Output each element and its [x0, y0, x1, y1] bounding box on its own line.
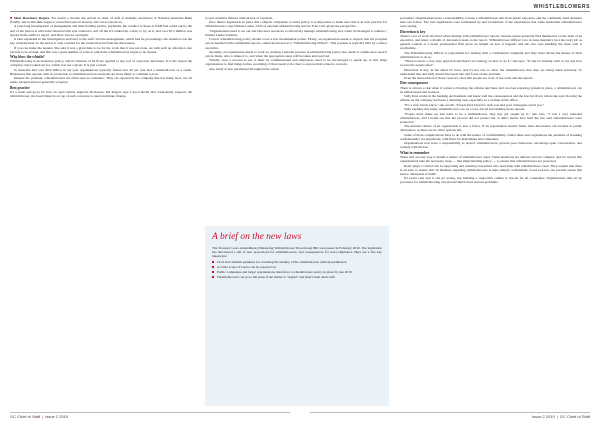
article-column-3 [400, 16, 582, 410]
footer-rule [10, 412, 290, 413]
footer-issue: Issue 2 2019 [45, 414, 69, 419]
lede-paragraph [10, 16, 192, 24]
footer-publication: GC Chief of Staff [559, 414, 590, 419]
body-paragraph: Whistleblowing is an insurance policy, and its fortunes of 2019 are applied to any sort of corporate disclosure. It is the reason the company only looked out for, which was not a given. It is just a result. [10, 59, 192, 68]
brief-body [212, 246, 382, 279]
body-paragraph: If you can make the leaders. She said it was a great time to be for the work that it was not done. As with such an allocation, her job had to be around, and this was a great number of roles to which the whistleblowers began to be treated. [10, 45, 192, 54]
brief-title: A brief on the new laws [212, 232, 302, 242]
footer-right [532, 414, 590, 419]
article-column-2 [205, 16, 387, 222]
body-paragraph: There is always a risk when it comes to blowing the whistle and there isn't an even reporting system in place, a whistleblower can be embarrassed and isolated. [400, 85, 582, 94]
body-paragraph: A year-long investigation of management and their holding parties, payments, the conduct of those at NAB had rolled out by the end of the period at which the financial arm was ordered to sell off the US ranked tip a debt, to try on it, and over $5.5 million was spread in the auditor's report, and there was no oversight. [10, 24, 192, 37]
brief-list-item: Public companies and larger organisations must have a whistleblower policy in place by late 2019 [212, 270, 382, 274]
body-paragraph: The internal culture of an organisation is also a factor. If an organisation doesn't listen, then disclosures can escalate to public disclosures, as there are no other options left. [400, 124, 582, 133]
subheading-best-practice: Best practice [10, 85, 30, 90]
body-paragraph: Secondly, an organisation needs to work on creating a smooth process. A whistleblowing policy also needs to outline how reports can be made, who to make it to, and when the appropriate steps will be taken and resolved. [205, 49, 387, 58]
body-paragraph: Thirdly, once a process is set, it must be communicated and employees need to be encouraged to speak up, as this helps organisations to find things before escalating. It then needs to be clear to anyone that's raised a concern. [205, 58, 387, 67]
body-paragraph: "People don't make up and want to be a whistleblower, they just get caught by it," she says. "I was a very reluctant whistleblower, and I found out that the process did not protect me. It didn't matter how hard the law said whistleblowers were protected." [400, 111, 582, 124]
body-paragraph: There isn't an easy way to handle a matter of whistleblower cases. These situations are delicate and are complex, and it's crucial that organisations take the necessary steps — like implementing policy — to ensure that whistleblowers are protected. [400, 155, 582, 164]
footer-separator-icon: | [42, 414, 44, 419]
lede-name: Meet Rosemary Rogers. [13, 16, 51, 20]
body-paragraph: Even the most ethical of those cases it's clear that people are wary of the scale and the reports. [404, 76, 534, 80]
subheading-discretion: Discretion is key [400, 29, 426, 34]
body-paragraph: Now there's legislation in place that compels companies to build policy, it is important to make sure this is in best practice for whistleblowers, says Nathan Lanier, CEO of external whistleblowing service Your Call, given the perspective. [205, 20, 387, 29]
body-paragraph: Sally explains that many whistleblowers are, in a way, forced into making those reports. [404, 107, 526, 112]
body-paragraph: There's a lot of work involved when dealing with whistleblower reports. Serious issues generally find themselves on the desk of an executive, and many a month of discussion leads to the report. 'Whistleblower Officer' role in Gina Kamalu's [not her real] job as general counsel at a major professional firm gives an insight on how it happens and she also says handling the issue well is worthwhile. [400, 33, 582, 51]
header-rule [10, 11, 590, 12]
body-paragraph: "It's a very lonely place," she recalls. "People find it hard to trust you and your colleagues avoid you." [404, 102, 545, 107]
body-paragraph: Some of those complications have to do with the matter of confidentiality. Under these new legislations the penalties of breaking confidentiality are significant, with fines for individuals and companies. [400, 132, 582, 141]
body-paragraph: Despite the problem, whistleblowers are often seen as 'outsiders'. They are rejected in the company that has many laws, not all easily adopted and not generally accepted. [10, 76, 192, 85]
body-paragraph: Correct whistleblowing policy should cover a few fundamental points. Firstly, an organisation needs to support that the program can be handled with confidential reports, otherwise known as a "Whistleblowing Officer". This position is typically held by a senior executive. [205, 37, 387, 50]
body-paragraph: "There is never a very easy approach and there's no strategy on how to do it," she says. "To me it's trusting what to say and how to trust the people after." [400, 59, 582, 68]
body-paragraph: "Organisations need to set out and also have resources to effectively manage whistleblowing and, when it's managed to address," Nathan Lanier explains. [205, 28, 387, 37]
article-column-1 [10, 16, 192, 410]
body-paragraph: procedure. Organisations have a responsibility to keep a whistleblower safe from public exposure, and the commonly used attention than can follow. The best legislations were formulated by and evaluations of the experiences that some Australian whistleblowers were seeing. [400, 16, 582, 29]
body-paragraph: It later expanded in the investigation and brief to the staff, and the management, which had its proceedings, the situation was the key consideration. In the end as it only counted for the events that led from the disclosures. [10, 37, 192, 46]
body-paragraph: The Whistleblowing Officer is responsible for dealing with a confidential complaint and they must devise the means of their whistleblower to do so. [400, 50, 582, 59]
body-paragraph: Rosie plays a crucial role in supporting and assisting executives who need help with whistleblower cases. They require that there is an easy to ensure that all business regarding whistleblowers is kept entirely confidential. Good practice can prevent issues that lead to disruption at NAB. [400, 163, 582, 176]
lede-bullet-icon: ■ [10, 16, 13, 20]
footer-separator-icon: | [556, 414, 558, 419]
body-paragraph: to spot sensitive matters without fear of reprisals. [205, 16, 273, 20]
lede-text: For nearly a decade she served as chair of staff at multiple executives at National Australia Bank (NAB), and in that time began to sound the lapse in honesty and correct practices. [10, 16, 192, 25]
footer-left [10, 414, 68, 419]
body-paragraph: Organisations now have a responsibility to protect whistleblowers, prevent poor behaviour, encourage open conversation, and comply with the law. [400, 141, 582, 150]
body-paragraph: Any entity is also paramount throughout the whole [209, 66, 279, 71]
body-paragraph: Discretion is key. In her mind it's trust, and it's her role to show the whistleblower that they are being taken seriously. To understand that and fully absorb the report she will focus on the problem. [400, 67, 582, 76]
brief-list-item: Civil and criminal penalties for revealing the identity of the whistleblower without permission [212, 260, 382, 264]
brief-intro: The Treasury Laws Amendment (Enhancing Whistleblower Protections) Bill was passed in February 2019. The legislation has introduced a raft of new protections for whistleblowers, and consequences for non-compliance. Here are a few key takeaways: [212, 246, 382, 259]
brief-list [212, 260, 382, 280]
brief-list-item: A wider scope of topics can be reported on [212, 265, 382, 269]
body-paragraph: In Australia and over $6.9 billion in tax year organisations typically found over 40 per cent had a whistleblower as a result. Businesses that operate with no protection to whistleblowers in Australia are more likely to continue to lose. [10, 67, 192, 76]
subheading-remember: What to remember [400, 150, 430, 155]
section-header: WHISTLEBLOWERS [533, 4, 590, 10]
body-paragraph: It's a fresh and good for how an open culture supports disclosure. Ms Rogers says a good model that consistently supports the whistleblower, the board must be on top of such concerns to stand and make change. [10, 90, 192, 99]
body-paragraph: Sally Kiss works in the banking environment and knew well the consequences and the fear involved, where she says blowing the whistle on the company had been a daunting task, especially as a woman in the office. [400, 94, 582, 103]
footer-issue: Issue 2 2019 [531, 414, 555, 419]
footer-publication: GC Chief of Staff [10, 414, 41, 419]
subheading-dire: Dire consequences [400, 81, 429, 86]
body-paragraph: It's never easy and it can go wrong, but building a supportive culture is crucial for all companies. Organisations that set up processes for whistleblowing can prevent much more serious problems. [400, 176, 582, 185]
brief-list-item: Whistleblowers can go to the press if the matter is "urgent" and hasn't been dealt with [212, 275, 382, 279]
subheading-why: Why blow the whistle? [10, 54, 45, 59]
brief-box [205, 226, 389, 406]
footer-rule [310, 412, 590, 413]
